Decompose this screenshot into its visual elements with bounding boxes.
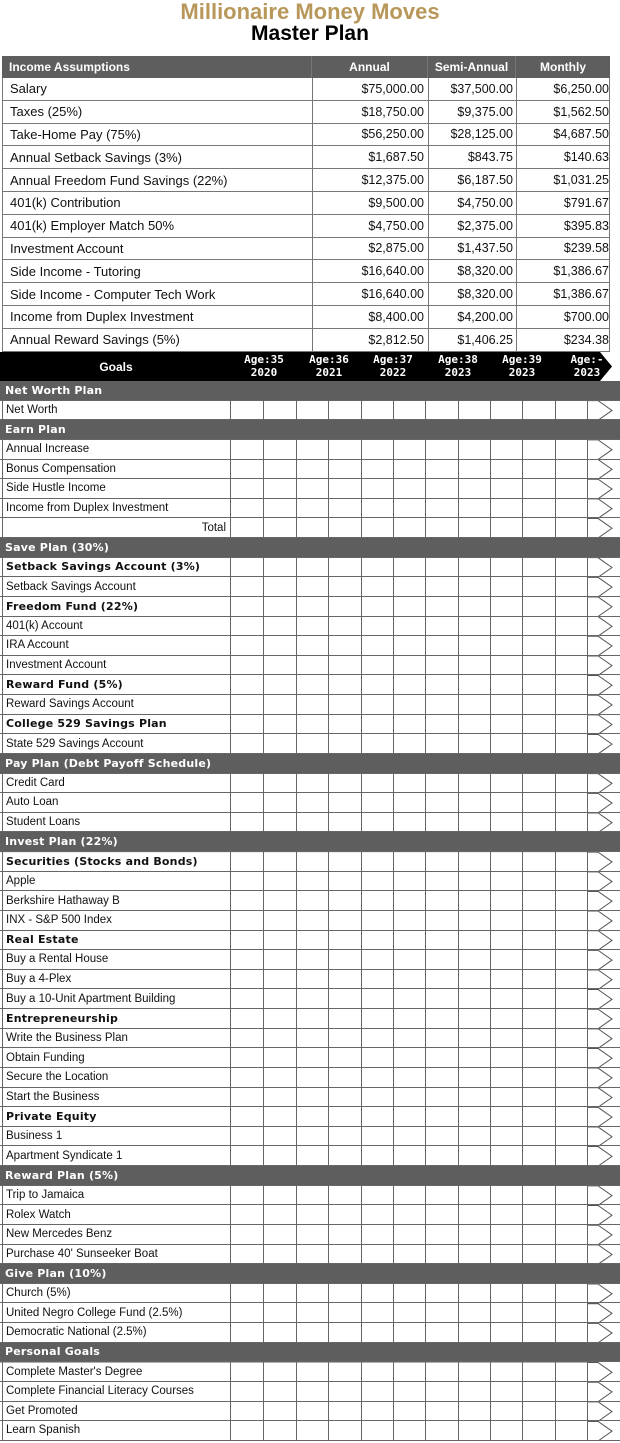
goal-row [0,774,620,794]
goal-label: State 529 Savings Account [2,734,231,753]
grid-cell-divider [231,636,588,655]
grid-cell-divider [231,479,588,498]
income-header-monthly: Monthly [540,60,586,74]
goal-cells [231,734,587,753]
goal-cells [231,793,587,812]
income-semi-annual: $1,406.25 [429,329,517,351]
goal-label: Church (5%) [2,1284,231,1303]
age-label: Age:38 [438,353,478,366]
goal-cells [231,499,587,518]
income-label: Income from Duplex Investment [3,306,313,328]
goal-label: Total [2,518,231,537]
grid-cell-divider [231,1146,588,1165]
goal-cells [231,479,587,498]
goal-label: Reward Plan (5%) [5,1168,119,1182]
goal-row [0,1146,620,1166]
goal-label: Net Worth Plan [5,383,103,397]
year-label: 2022 [379,366,407,379]
grid-cell-divider [231,1107,588,1126]
goal-row [0,440,620,460]
goal-cells [231,1362,587,1381]
goal-cells [231,1225,587,1244]
income-label: 401(k) Employer Match 50% [3,215,313,237]
goal-label: Credit Card [2,774,231,793]
income-monthly: $791.67 [563,195,609,210]
subsection-row [0,931,620,951]
goal-cells [231,774,587,793]
goal-label: Democratic National (2.5%) [2,1323,231,1342]
goal-label: Freedom Fund (22%) [2,597,231,616]
income-semi-annual: $1,437.50 [429,238,517,260]
goals-header [0,352,620,381]
goal-row [0,1048,620,1068]
subsection-row [0,852,620,872]
goal-row [0,1284,620,1304]
subsection-row [0,715,620,735]
year-label: 2020 [250,366,278,379]
grid-cell-divider [231,872,588,891]
income-annual: $18,750.00 [313,101,429,123]
section-header-row [0,420,620,440]
goal-label: IRA Account [2,636,231,655]
income-annual: $9,500.00 [313,192,429,214]
goal-cells [231,1205,587,1224]
goal-cells [231,675,587,694]
income-row [3,215,609,238]
grid-cell-divider [231,1382,588,1401]
goal-cells [231,1029,587,1048]
goal-cells [231,1186,587,1205]
goal-row [0,734,620,754]
goal-cells [231,1303,587,1322]
goal-row [0,1303,620,1323]
income-semi-annual: $6,187.50 [429,169,517,191]
income-row [3,283,609,306]
goal-row [0,1421,620,1441]
goal-row [0,479,620,499]
goal-label: Entrepreneurship [2,1009,231,1028]
goal-label: Net Worth [2,401,231,420]
income-label: Annual Setback Savings (3%) [3,146,313,168]
income-label: Salary [3,78,313,100]
grid-cell-divider [231,1127,588,1146]
goal-row [0,1362,620,1382]
goal-cells [231,558,587,577]
goals-grid [0,381,620,1441]
goal-label: Buy a 10-Unit Apartment Building [2,989,231,1008]
income-semi-annual: $843.75 [429,146,517,168]
grid-cell-divider [231,1186,588,1205]
subsection-row [0,558,620,578]
page-title: Millionaire Money Moves [180,0,440,24]
goal-row [0,911,620,931]
goal-label: Income from Duplex Investment [2,499,231,518]
income-semi-annual: $4,750.00 [429,192,517,214]
goal-cells [231,1068,587,1087]
subsection-row [0,1107,620,1127]
income-label: Side Income - Computer Tech Work [3,283,313,305]
grid-cell-divider [231,1088,588,1107]
goal-label: Annual Increase [2,440,231,459]
goal-cells [231,1088,587,1107]
year-label: 2023 [508,366,536,379]
goal-row [0,636,620,656]
grid-cell-divider [231,852,588,871]
grid-cell-divider [231,734,588,753]
age-column-header [297,353,361,379]
goal-row [0,1245,620,1265]
income-row [3,329,609,352]
income-label: Side Income - Tutoring [3,260,313,282]
section-header-row [0,832,620,852]
age-column-header [555,353,619,379]
goal-cells [231,577,587,596]
goal-label: College 529 Savings Plan [2,715,231,734]
goal-cells [231,636,587,655]
grid-cell-divider [231,1303,588,1322]
goal-row [0,970,620,990]
income-row [3,101,609,124]
grid-cell-divider [231,518,588,537]
page-subtitle: Master Plan [251,22,369,45]
income-monthly: $1,386.67 [553,264,609,279]
goal-cells [231,1284,587,1303]
grid-cell-divider [231,1009,588,1028]
section-header-row [0,1166,620,1186]
goal-cells [231,931,587,950]
income-semi-annual: $8,320.00 [429,260,517,282]
goal-label: United Negro College Fund (2.5%) [2,1303,231,1322]
goal-cells [231,911,587,930]
goal-row [0,460,620,480]
goal-label: Write the Business Plan [2,1029,231,1048]
grid-cell-divider [231,1029,588,1048]
age-label: Age:35 [244,353,284,366]
income-row [3,192,609,215]
grid-cell-divider [231,1048,588,1067]
income-semi-annual: $2,375.00 [429,215,517,237]
goal-cells [231,518,587,537]
grid-cell-divider [231,911,588,930]
goal-row [0,1205,620,1225]
goal-row [0,1382,620,1402]
goal-label: Setback Savings Account [2,577,231,596]
income-row [3,124,609,147]
income-header-annual: Annual [312,56,428,78]
income-row [3,146,609,169]
income-row [3,169,609,192]
income-semi-annual: $28,125.00 [429,124,517,146]
income-row [3,260,609,283]
goal-label: Reward Savings Account [2,695,231,714]
income-monthly: $1,386.67 [553,287,609,302]
income-annual: $1,687.50 [313,146,429,168]
income-semi-annual: $4,200.00 [429,306,517,328]
age-label: Age:36 [309,353,349,366]
goal-row [0,1323,620,1343]
section-header-row [0,1264,620,1284]
goal-cells [231,872,587,891]
goal-label: Obtain Funding [2,1048,231,1067]
goal-row [0,793,620,813]
income-annual: $8,400.00 [313,306,429,328]
grid-cell-divider [231,1225,588,1244]
grid-cell-divider [231,1421,588,1440]
goal-cells [231,813,587,832]
goal-label: Investment Account [2,656,231,675]
income-header-row [2,56,610,78]
goal-label: Pay Plan (Debt Payoff Schedule) [5,756,212,770]
grid-cell-divider [231,499,588,518]
year-label: 2023 [444,366,472,379]
goal-label: Side Hustle Income [2,479,231,498]
income-row [3,238,609,261]
income-monthly: $6,250.00 [553,81,609,96]
income-row [3,306,609,329]
goal-row [0,1225,620,1245]
goal-row [0,1127,620,1147]
goal-label: Setback Savings Account (3%) [2,558,231,577]
goal-label: Invest Plan (22%) [5,835,118,849]
goal-row [0,1186,620,1206]
income-monthly: $239.58 [563,241,609,256]
goal-label: Apple [2,872,231,891]
goal-label: Trip to Jamaica [2,1186,231,1205]
grid-cell-divider [231,1362,588,1381]
age-column-header [361,353,425,379]
age-label: Age:39 [502,353,542,366]
goal-cells [231,1048,587,1067]
goal-cells [231,852,587,871]
income-label: Taxes (25%) [3,101,313,123]
income-monthly: $234.38 [563,332,609,347]
goal-cells [231,970,587,989]
goal-cells [231,1009,587,1028]
goal-cells [231,1323,587,1342]
income-annual: $16,640.00 [313,260,429,282]
goal-row [0,1029,620,1049]
goal-cells [231,1146,587,1165]
goal-row [0,813,620,833]
goal-row [0,1068,620,1088]
goal-cells [231,656,587,675]
grid-cell-divider [231,970,588,989]
grid-cell-divider [231,891,588,910]
grid-cell-divider [231,1205,588,1224]
goal-cells [231,891,587,910]
goal-row [0,518,620,538]
goal-label: Start the Business [2,1088,231,1107]
goal-label: Student Loans [2,813,231,832]
goal-cells [231,695,587,714]
grid-cell-divider [231,577,588,596]
income-annual: $2,875.00 [313,238,429,260]
goal-row [0,695,620,715]
subsection-row [0,675,620,695]
grid-cell-divider [231,1245,588,1264]
grid-cell-divider [231,675,588,694]
goal-label: Buy a 4-Plex [2,970,231,989]
goal-label: 401(k) Account [2,617,231,636]
income-annual: $56,250.00 [313,124,429,146]
goal-cells [231,1382,587,1401]
income-semi-annual: $8,320.00 [429,283,517,305]
goal-label: Rolex Watch [2,1205,231,1224]
goal-cells [231,950,587,969]
income-annual: $12,375.00 [313,169,429,191]
goal-label: Securities (Stocks and Bonds) [2,852,231,871]
income-monthly: $1,031.25 [553,173,609,188]
subsection-row [0,1009,620,1029]
goal-row [0,499,620,519]
goal-label: Earn Plan [5,423,66,437]
age-column-header [490,353,554,379]
subsection-row [0,597,620,617]
goal-row [0,1402,620,1422]
income-monthly: $1,562.50 [553,104,609,119]
income-semi-annual: $9,375.00 [429,101,517,123]
income-label: Investment Account [3,238,313,260]
goal-row [0,656,620,676]
grid-cell-divider [231,617,588,636]
goal-label: Learn Spanish [2,1421,231,1440]
grid-cell-divider [231,950,588,969]
income-row [3,78,609,101]
section-header-row [0,1343,620,1363]
grid-cell-divider [231,931,588,950]
grid-cell-divider [231,558,588,577]
goal-label: Apartment Syndicate 1 [2,1146,231,1165]
grid-cell-divider [231,440,588,459]
goal-label: Give Plan (10%) [5,1266,107,1280]
goal-label: INX - S&P 500 Index [2,911,231,930]
income-label: Take-Home Pay (75%) [3,124,313,146]
section-header-row [0,538,620,558]
goal-cells [231,617,587,636]
grid-cell-divider [231,1402,588,1421]
income-annual: $16,640.00 [313,283,429,305]
goal-row [0,577,620,597]
goal-label: Business 1 [2,1127,231,1146]
income-body [2,78,610,352]
grid-cell-divider [231,1323,588,1342]
grid-cell-divider [231,695,588,714]
income-monthly: $4,687.50 [553,127,609,142]
goal-label: Buy a Rental House [2,950,231,969]
goal-cells [231,1245,587,1264]
age-column-header [426,353,490,379]
goal-label: New Mercedes Benz [2,1225,231,1244]
grid-cell-divider [231,1284,588,1303]
goal-cells [231,460,587,479]
goal-label: Secure the Location [2,1068,231,1087]
goal-label: Auto Loan [2,793,231,812]
goal-cells [231,401,587,420]
income-header-label: Income Assumptions [2,56,312,78]
year-label: 2023 [573,366,601,379]
income-header-semi-annual: Semi-Annual [428,56,516,78]
goal-label: Reward Fund (5%) [2,675,231,694]
income-label: Annual Reward Savings (5%) [3,329,313,351]
goal-label: Get Promoted [2,1402,231,1421]
income-annual: $4,750.00 [313,215,429,237]
income-label: Annual Freedom Fund Savings (22%) [3,169,313,191]
year-label: 2021 [315,366,343,379]
section-header-row [0,754,620,774]
age-label: Age:37 [373,353,413,366]
goal-row [0,950,620,970]
goal-cells [231,440,587,459]
income-annual: $75,000.00 [313,78,429,100]
goal-label: Bonus Compensation [2,460,231,479]
goal-label: Personal Goals [5,1345,101,1359]
goal-row [0,1088,620,1108]
goal-cells [231,597,587,616]
section-header-row [0,381,620,401]
goal-cells [231,1402,587,1421]
age-label: Age:- [570,353,604,366]
income-monthly: $700.00 [563,309,609,324]
goal-cells [231,989,587,1008]
grid-cell-divider [231,1068,588,1087]
grid-cell-divider [231,460,588,479]
income-label: 401(k) Contribution [3,192,313,214]
goal-label: Purchase 40' Sunseeker Boat [2,1245,231,1264]
goal-label: Private Equity [2,1107,231,1126]
goal-cells [231,1107,587,1126]
goal-label: Complete Financial Literacy Courses [2,1382,231,1401]
goal-label: Berkshire Hathaway B [2,891,231,910]
goal-label: Complete Master's Degree [2,1362,231,1381]
grid-cell-divider [231,597,588,616]
grid-cell-divider [231,715,588,734]
goal-row [0,989,620,1009]
goal-label: Save Plan (30%) [5,540,110,554]
goal-row [0,401,620,421]
income-monthly: $140.63 [563,150,609,165]
goal-row [0,891,620,911]
age-column-header [232,353,296,379]
income-monthly: $395.83 [563,218,609,233]
grid-cell-divider [231,774,588,793]
income-assumptions-table [2,56,610,352]
grid-cell-divider [231,793,588,812]
goal-label: Real Estate [2,931,231,950]
grid-cell-divider [231,813,588,832]
goal-row [0,617,620,637]
grid-cell-divider [231,401,588,420]
goal-cells [231,1127,587,1146]
income-annual: $2,812.50 [313,329,429,351]
income-semi-annual: $37,500.00 [429,78,517,100]
goals-header-label: Goals [99,359,133,374]
grid-cell-divider [231,656,588,675]
goal-row [0,872,620,892]
goal-cells [231,1421,587,1440]
grid-cell-divider [231,989,588,1008]
goal-cells [231,715,587,734]
